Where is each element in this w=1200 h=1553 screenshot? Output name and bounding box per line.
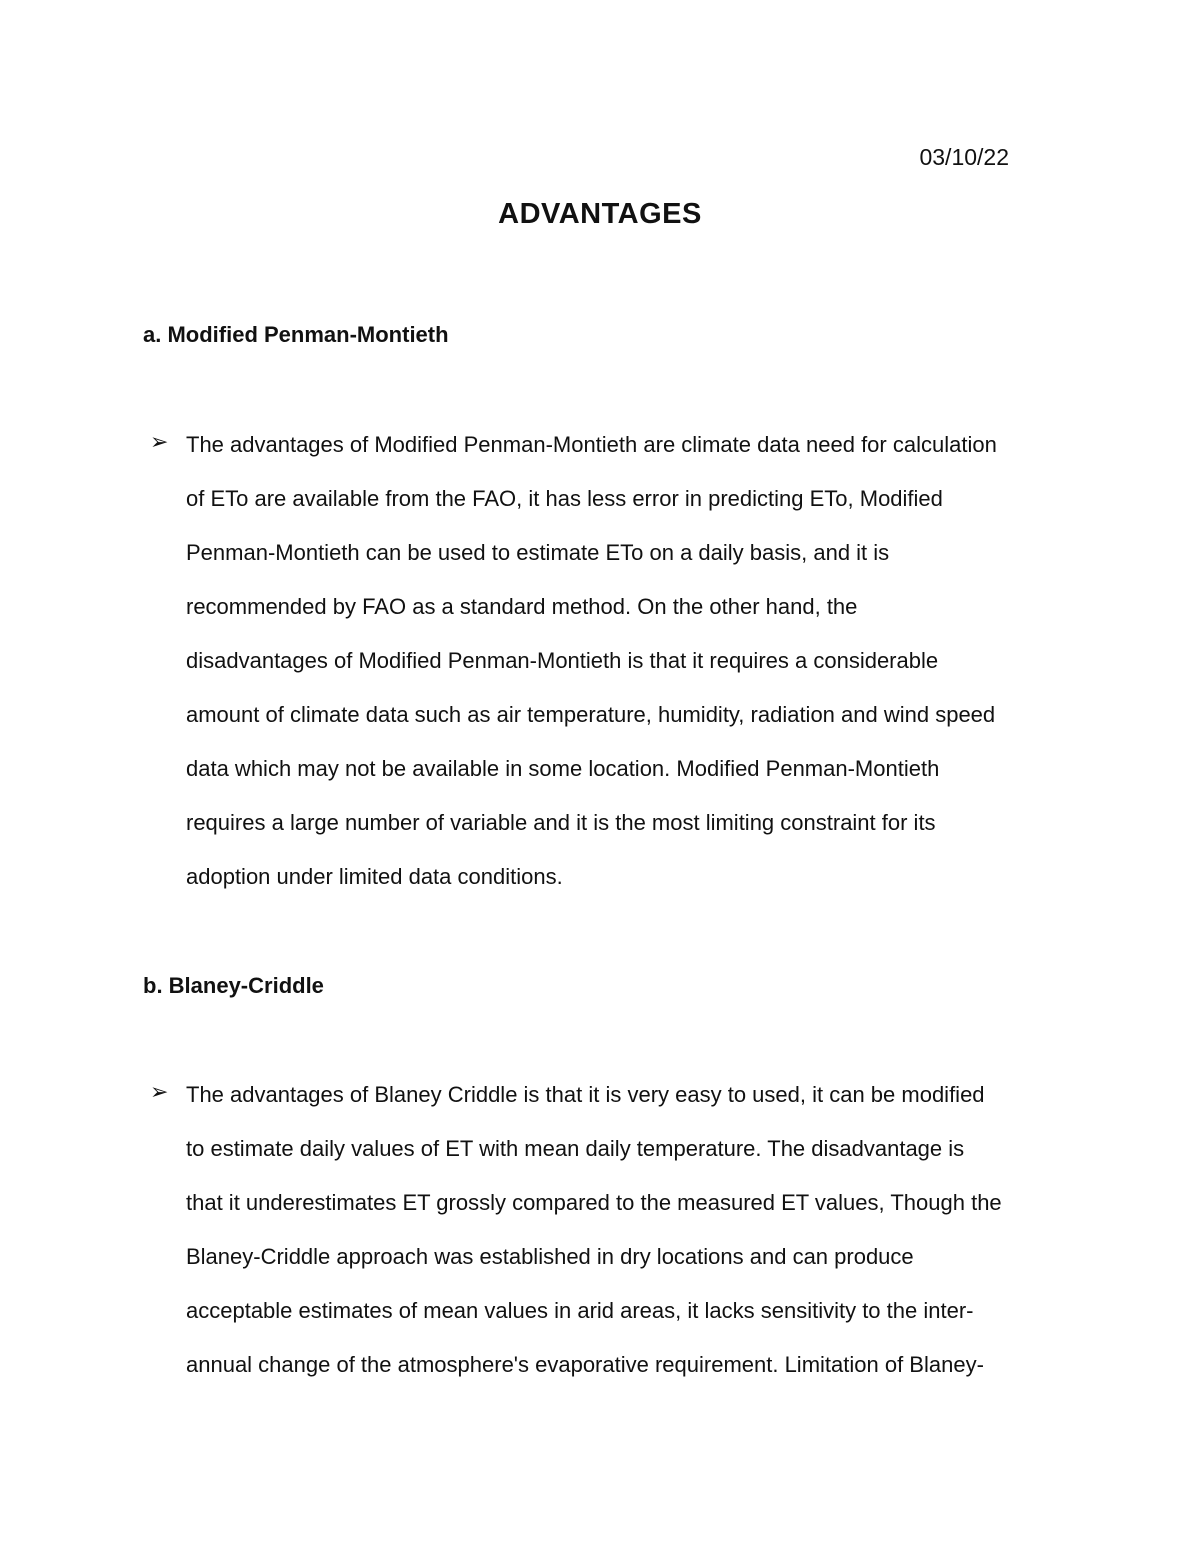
arrowhead-bullet-icon: ➢ (150, 430, 169, 455)
paragraph-line: that it underestimates ET grossly compared to the measured ET values, Though the (186, 1190, 1002, 1215)
paragraph-line: recommended by FAO as a standard method. On the other hand, the (186, 594, 858, 619)
paragraph-line: data which may not be available in some location. Modified Penman-Montieth (186, 756, 940, 781)
paragraph-line: adoption under limited data conditions. (186, 864, 563, 889)
arrowhead-bullet-icon: ➢ (150, 1080, 169, 1105)
paragraph-line: Penman-Montieth can be used to estimate ETo on a daily basis, and it is (186, 540, 890, 565)
document-date: 03/10/22 (919, 144, 1009, 170)
paragraph-line: Blaney-Criddle approach was established in dry locations and can produce (186, 1244, 914, 1269)
paragraph-line: annual change of the atmosphere's evaporative requirement. Limitation of Blaney- (186, 1352, 984, 1377)
paragraph-line: of ETo are available from the FAO, it has less error in predicting ETo, Modified (186, 486, 943, 511)
paragraph-line: The advantages of Blaney Criddle is that it is very easy to used, it can be modified (186, 1082, 985, 1107)
paragraph-line: disadvantages of Modified Penman-Montieth is that it requires a considerable (186, 648, 939, 673)
paragraph-line: to estimate daily values of ET with mean daily temperature. The disadvantage is (186, 1136, 965, 1161)
paragraph-line: acceptable estimates of mean values in arid areas, it lacks sensitivity to the inter- (186, 1298, 974, 1323)
section-heading-penman-montieth: a. Modified Penman-Montieth (143, 322, 449, 347)
paragraph-line: requires a large number of variable and it is the most limiting constraint for its (186, 810, 936, 835)
page-title: ADVANTAGES (498, 198, 702, 230)
paragraph-line: The advantages of Modified Penman-Montieth are climate data need for calculation (186, 432, 997, 457)
paragraph-line: amount of climate data such as air temperature, humidity, radiation and wind speed (186, 702, 996, 727)
section-heading-blaney-criddle: b. Blaney-Criddle (143, 973, 324, 998)
